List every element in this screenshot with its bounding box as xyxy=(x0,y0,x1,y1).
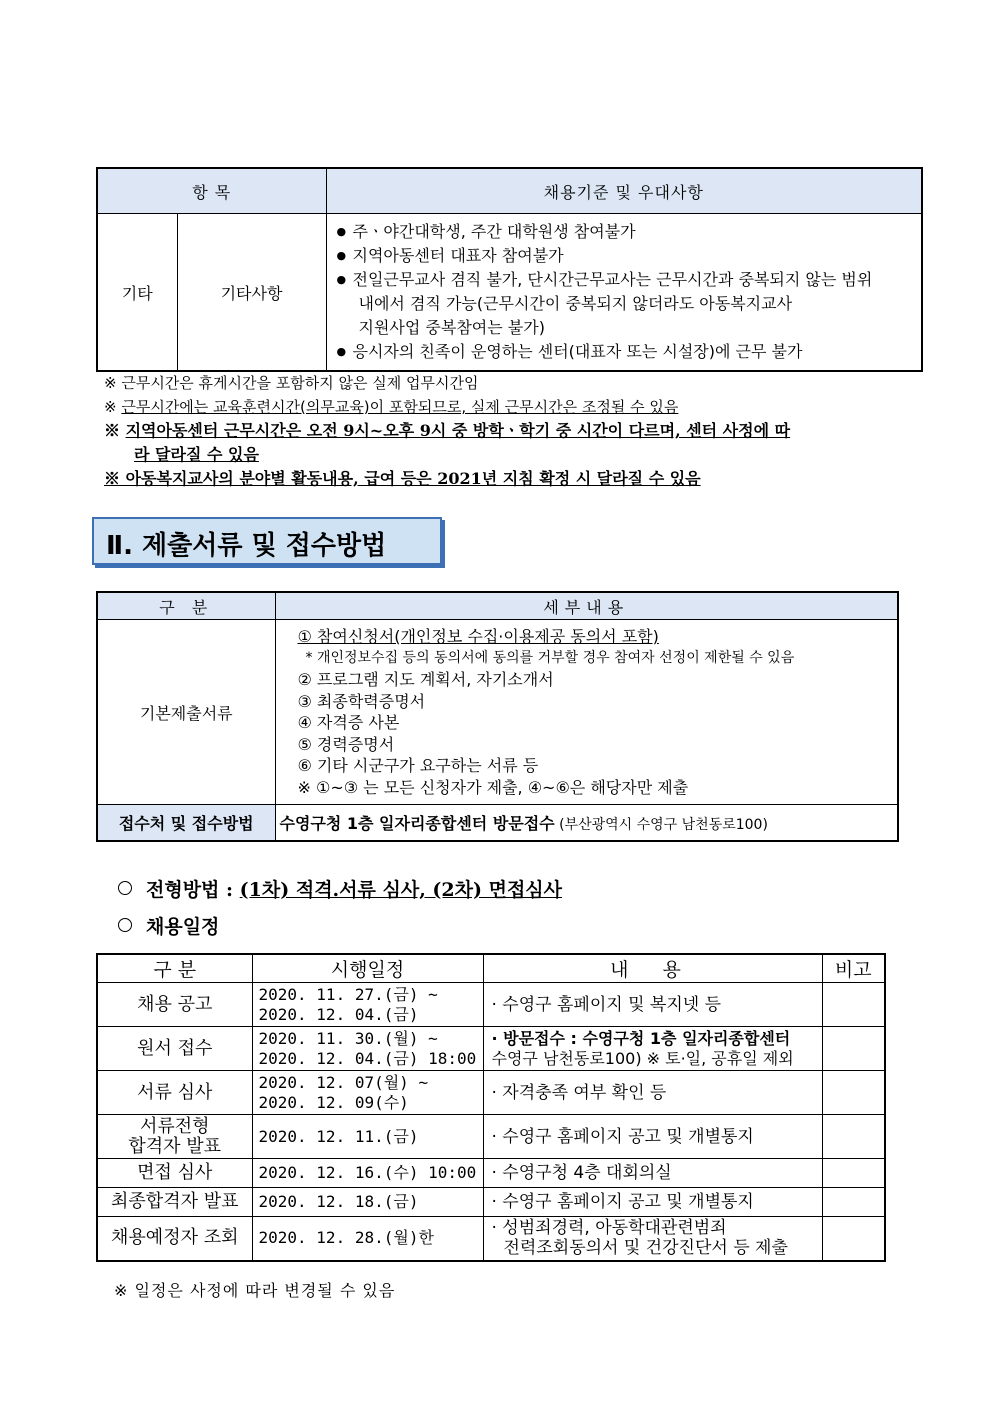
header-gubun: 구 분 xyxy=(97,592,275,620)
doc-item: ③ 최종학력증명서 xyxy=(297,691,426,711)
row-content: · 수영구 홈페이지 공고 및 개별통지 xyxy=(483,1115,822,1159)
row-label: 서류 심사 xyxy=(97,1071,252,1115)
criteria-header-row xyxy=(97,168,922,214)
category-cell: 기타 xyxy=(97,214,177,372)
row-content: · 방문접수 : 수영구청 1층 일자리종합센터 수영구 남천동로100) ※ 토·일, 공휴일 제외 xyxy=(483,1027,822,1071)
row-date: 2020. 12. 07(월) ~ 2020. 12. 09(수) xyxy=(252,1071,483,1115)
row-content: · 수영구 홈페이지 및 복지넷 등 xyxy=(483,983,822,1027)
note-1: ※ 근무시간은 휴게시간을 포함하지 않은 실제 업무시간임 xyxy=(104,374,479,392)
doc-item: ② 프로그램 지도 계획서, 자기소개서 xyxy=(297,670,554,689)
subcategory-cell: 기타사항 xyxy=(177,214,326,372)
header-detail: 세부내용 xyxy=(275,592,898,620)
note-4: ※ 아동복지교사의 분야별 활동내용, 급여 등은 2021년 지침 확정 시 달라질 수 있음 xyxy=(104,469,701,488)
header-note: 비고 xyxy=(822,954,885,983)
criteria-table xyxy=(96,167,923,372)
schedule-row xyxy=(97,1027,885,1071)
schedule-row xyxy=(97,1071,885,1115)
section-title: Ⅱ. 제출서류 및 접수방법 xyxy=(106,531,387,561)
circle-bullet-icon xyxy=(118,881,132,895)
receipt-detail: 수영구청 1층 일자리종합센터 방문접수 (부산광역시 수영구 남천동로100) xyxy=(275,805,898,841)
documents-table xyxy=(96,591,899,842)
doc-item: ⑤ 경력증명서 xyxy=(297,734,395,754)
criteria-item-cont: 내에서 겸직 가능(근무시간이 중복되지 않더라도 아동복지교사 xyxy=(358,294,793,313)
header-date: 시행일정 xyxy=(252,954,483,983)
schedule-title: 채용일정 xyxy=(118,912,219,939)
receipt-label: 접수처 및 접수방법 xyxy=(97,805,275,841)
schedule-row xyxy=(97,983,885,1027)
header-criteria: 채용기준 및 우대사항 xyxy=(326,168,922,214)
note-3: ※ 지역아동센터 근무시간은 오전 9시~오후 9시 중 방학ㆍ학기 중 시간이 다르며, 센터 사정에 따 xyxy=(104,421,791,440)
doc-item: ④ 자격증 사본 xyxy=(297,713,400,732)
criteria-item: ● 전일근무교사 겸직 불가, 단시간근무교사는 근무시간과 중복되지 않는 범위 내에서 겸직 가능(근무시간이 중복되지 않더라도 아동복지교사 지원사업 중복참여는 불가) xyxy=(335,268,916,340)
row-note xyxy=(822,1217,885,1261)
row-date: 2020. 11. 30.(월) ~ 2020. 12. 04.(금) 18:00 xyxy=(252,1027,483,1071)
doc-item: ① 참여신청서(개인정보 수집·이용제공 동의서 포함) xyxy=(297,627,659,646)
schedule-row xyxy=(97,1115,885,1159)
criteria-item-cont: 지원사업 중복참여는 불가) xyxy=(358,318,545,337)
row-label: 채용 공고 xyxy=(97,983,252,1027)
row-date: 2020. 12. 28.(월)한 xyxy=(252,1217,483,1261)
row-content: · 수영구 홈페이지 공고 및 개별통지 xyxy=(483,1188,822,1217)
header-content: 내 용 xyxy=(483,954,822,983)
doc-note: ※ ①~③ 는 모든 신청자가 제출, ④~⑥은 해당자만 제출 xyxy=(297,777,689,797)
row-content: · 성범죄경력, 아동학대관련범죄 전력조회동의서 및 건강진단서 등 제출 xyxy=(483,1217,822,1261)
row-content: · 수영구청 4층 대회의실 xyxy=(483,1159,822,1188)
row-note xyxy=(822,1188,885,1217)
footnote: ※ 일정은 사정에 따라 변경될 수 있음 xyxy=(114,1281,396,1300)
row-content: · 자격충족 여부 확인 등 xyxy=(483,1071,822,1115)
criteria-item: ● 지역아동센터 대표자 참여불가 xyxy=(335,244,916,268)
row-date: 2020. 12. 18.(금) xyxy=(252,1188,483,1217)
row-date: 2020. 12. 16.(수) 10:00 xyxy=(252,1159,483,1188)
row-label: 서류전형 합격자 발표 xyxy=(97,1115,252,1159)
row-note xyxy=(822,1159,885,1188)
row-note xyxy=(822,983,885,1027)
schedule-row xyxy=(97,1188,885,1217)
row-label: 원서 접수 xyxy=(97,1027,252,1071)
selection-method: 전형방법 : (1차) 적격.서류 심사, (2차) 면접심사 xyxy=(118,875,562,902)
doc-note: * 개인정보수집 등의 동의서에 동의를 거부할 경우 참여자 선정이 제한될 수 있음 xyxy=(305,649,795,666)
row-date: 2020. 12. 11.(금) xyxy=(252,1115,483,1159)
row-date: 2020. 11. 27.(금) ~ 2020. 12. 04.(금) xyxy=(252,983,483,1027)
row-label: 면접 심사 xyxy=(97,1159,252,1188)
documents-header-row xyxy=(97,592,898,620)
criteria-list xyxy=(327,214,922,370)
criteria-item: ● 주ㆍ야간대학생, 주간 대학원생 참여불가 xyxy=(335,220,916,244)
criteria-row xyxy=(97,214,922,372)
basic-docs-label: 기본제출서류 xyxy=(97,620,275,805)
row-label: 채용예정자 조회 xyxy=(97,1217,252,1261)
basic-docs-list xyxy=(275,620,898,805)
note-2: ※ 근무시간에는 교육훈련시간(의무교육)이 포함되므로, 실제 근무시간은 조정될 수 있음 xyxy=(104,398,679,416)
note-3-cont: 라 달라질 수 있음 xyxy=(134,445,259,464)
doc-item: ⑥ 기타 시군구가 요구하는 서류 등 xyxy=(297,756,539,775)
row-note xyxy=(822,1027,885,1071)
criteria-item: ● 응시자의 친족이 운영하는 센터(대표자 또는 시설장)에 근무 불가 xyxy=(335,340,916,364)
receipt-row xyxy=(97,805,898,841)
schedule-row xyxy=(97,1217,885,1261)
notes-block xyxy=(104,371,904,491)
row-label: 최종합격자 발표 xyxy=(97,1188,252,1217)
section-header xyxy=(92,517,442,565)
schedule-table xyxy=(96,953,886,1262)
row-note xyxy=(822,1115,885,1159)
schedule-header-row xyxy=(97,954,885,983)
row-note xyxy=(822,1071,885,1115)
schedule-row xyxy=(97,1159,885,1188)
header-gubun: 구 분 xyxy=(97,954,252,983)
circle-bullet-icon xyxy=(118,918,132,932)
criteria-list-cell xyxy=(326,214,922,372)
basic-docs-row xyxy=(97,620,898,805)
header-item: 항 목 xyxy=(97,168,326,214)
